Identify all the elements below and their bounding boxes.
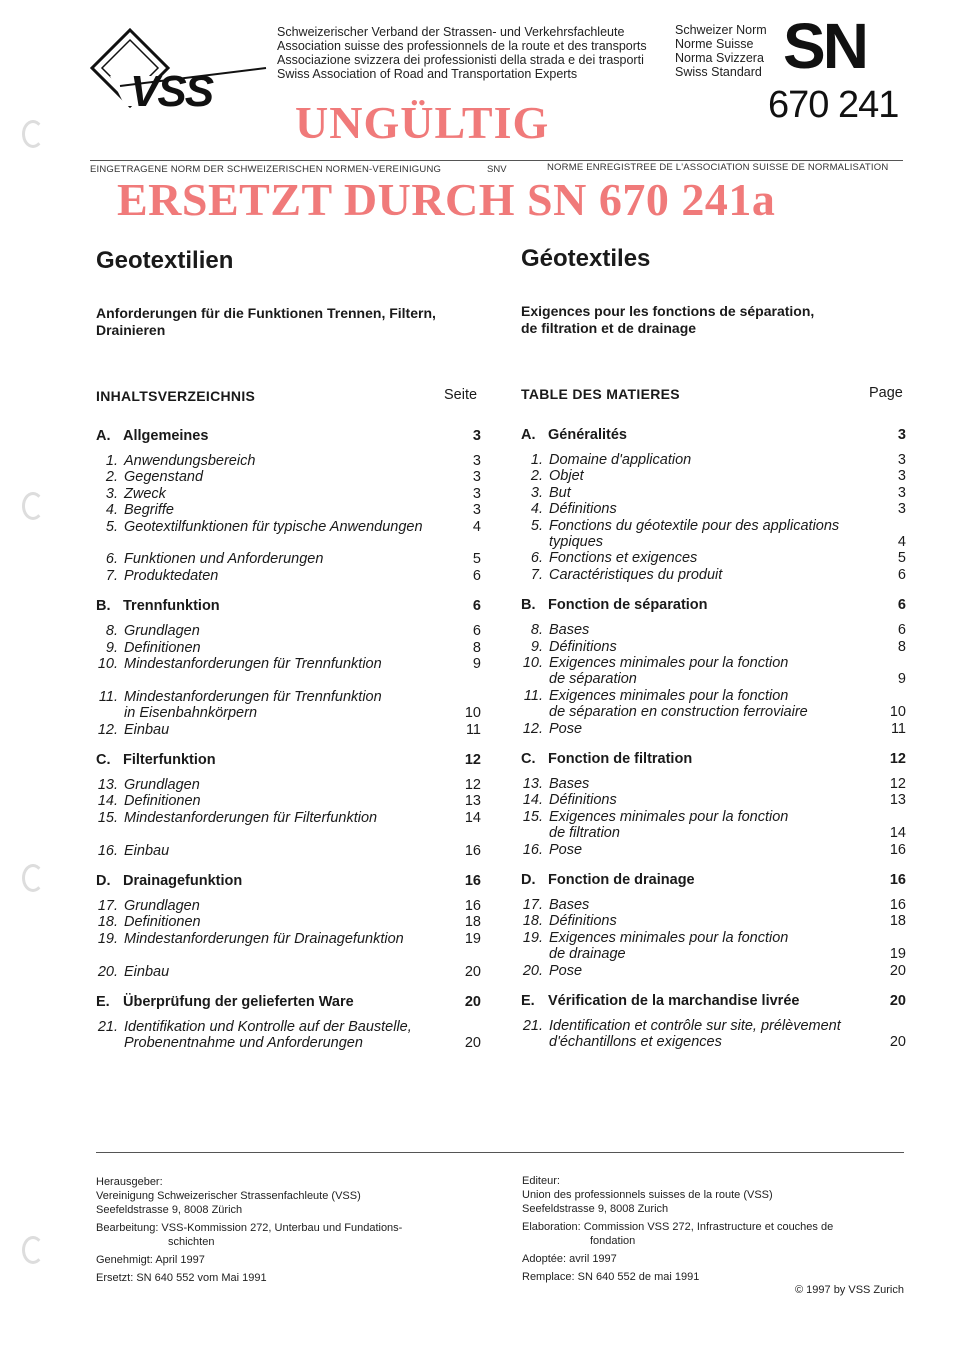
toc-entry[interactable] bbox=[96, 722, 481, 738]
toc-heading-fr: TABLE DES MATIERES bbox=[521, 386, 680, 402]
toc-entry-number: 8. bbox=[105, 623, 118, 640]
toc-entry-page-number: 8 bbox=[472, 639, 481, 656]
toc-entry[interactable] bbox=[521, 622, 906, 638]
toc-entry-number: 4. bbox=[530, 501, 543, 518]
toc-heading-de: INHALTSVERZEICHNIS bbox=[96, 388, 256, 404]
norm-number: 670 241 bbox=[768, 84, 899, 126]
toc-entry-text: Geotextilfunktionen für typische Anwendungen bbox=[124, 518, 423, 535]
toc-entry-number: 20. bbox=[522, 962, 543, 979]
section-title: Vérification de la marchandise livrée bbox=[548, 993, 800, 1009]
norm-name: Norma Svizzera bbox=[675, 51, 764, 65]
toc-entry[interactable] bbox=[521, 567, 906, 583]
toc-entry-page-number: 18 bbox=[889, 913, 906, 930]
toc-entry-text: Einbau bbox=[124, 963, 170, 980]
toc-entry-number: 14. bbox=[97, 793, 118, 810]
toc-entry-number: 12. bbox=[97, 721, 118, 738]
toc-entry-text: Funktionen und Anforderungen bbox=[124, 551, 324, 568]
toc-entry-page-number: 4 bbox=[472, 518, 481, 535]
toc-entry-page-number: 9 bbox=[897, 671, 906, 688]
editing-line: Elaboration: Commission VSS 272, Infrastructure et couches de bbox=[522, 1221, 834, 1233]
section-page-number: 20 bbox=[464, 994, 481, 1010]
toc-entry-text: Identifikation und Kontrolle auf der Baustelle, bbox=[124, 1019, 412, 1035]
editing-line: schichten bbox=[168, 1236, 215, 1248]
toc-entry[interactable] bbox=[521, 809, 906, 842]
subtitle-line: Exigences pour les fonctions de séparation, bbox=[521, 303, 815, 319]
toc-page-label-de: Seite bbox=[444, 387, 478, 403]
toc-entry-text: Fonctions du géotextile pour des applications bbox=[549, 517, 840, 534]
norm-name: Swiss Standard bbox=[675, 65, 762, 79]
toc-entry-page-number: 20 bbox=[464, 963, 481, 980]
toc-entry-number: 14. bbox=[522, 792, 543, 809]
toc-entry[interactable] bbox=[521, 468, 906, 484]
toc-entry-page-number: 12 bbox=[889, 776, 906, 792]
punch-hole-mark bbox=[22, 120, 44, 148]
association-line: Schweizerischer Verband der Strassen- und Verkehrsfachleute bbox=[277, 25, 625, 39]
toc-entry[interactable] bbox=[96, 502, 481, 518]
toc-entry-number: 3. bbox=[530, 484, 543, 501]
vss-logo-text: VSS bbox=[130, 67, 213, 112]
toc-entry[interactable] bbox=[521, 550, 906, 566]
toc-entry[interactable] bbox=[521, 518, 906, 551]
toc-entry-text: Définitions bbox=[549, 501, 617, 518]
toc-entry[interactable] bbox=[96, 486, 481, 502]
toc-entry[interactable] bbox=[521, 842, 906, 858]
toc-entry-number: 1. bbox=[530, 452, 543, 468]
toc-entry-text: Zweck bbox=[124, 485, 166, 502]
norm-name: Norme Suisse bbox=[675, 37, 754, 51]
toc-entry[interactable] bbox=[96, 810, 481, 826]
toc-entry[interactable] bbox=[96, 689, 481, 722]
toc-entry[interactable] bbox=[96, 793, 481, 809]
replaces-note: Remplace: SN 640 552 de mai 1991 bbox=[522, 1271, 700, 1283]
toc-entry[interactable] bbox=[521, 963, 906, 979]
toc-entry-text: Produktedaten bbox=[124, 567, 219, 584]
subtitle-de bbox=[96, 305, 436, 339]
toc-entry-number: 11. bbox=[523, 687, 543, 704]
punch-hole-mark bbox=[22, 492, 44, 520]
toc-entry[interactable] bbox=[96, 931, 481, 947]
toc-entry-page-number: 16 bbox=[464, 842, 481, 859]
toc-entry-text: Fonctions et exigences bbox=[549, 550, 698, 567]
title-de: Geotextilien bbox=[96, 247, 234, 274]
toc-entry-page-number: 19 bbox=[464, 930, 481, 947]
toc-entry-number: 9. bbox=[105, 639, 118, 656]
toc-entry-number: 6. bbox=[530, 550, 543, 567]
subtitle-line: Anforderungen für die Funktionen Trennen, Filtern, bbox=[96, 305, 436, 321]
toc-entry[interactable] bbox=[521, 452, 906, 468]
toc-entry[interactable] bbox=[521, 913, 906, 929]
editing-line: fondation bbox=[590, 1235, 636, 1247]
section-page-number: 20 bbox=[889, 993, 906, 1009]
toc-entry[interactable] bbox=[521, 688, 906, 721]
toc-entry[interactable] bbox=[96, 898, 481, 914]
toc-entry[interactable] bbox=[96, 453, 481, 469]
toc-entry-number: 10. bbox=[522, 655, 543, 671]
toc-entry-number: 1. bbox=[105, 453, 118, 469]
vss-logo bbox=[90, 28, 270, 112]
toc-entry-text: Exigences minimales pour la fonction bbox=[549, 655, 789, 671]
section-letter: C. bbox=[96, 752, 111, 768]
toc-entry-text: But bbox=[549, 484, 571, 501]
toc-entry-text: Anwendungsbereich bbox=[124, 453, 256, 469]
section-page-number: 16 bbox=[889, 872, 906, 888]
toc-entry-page-number: 20 bbox=[464, 1035, 481, 1052]
editing-line: Bearbeitung: VSS-Kommission 272, Unterbau und Fundations- bbox=[96, 1222, 403, 1234]
publisher-label: Editeur: bbox=[522, 1175, 560, 1187]
toc-entry[interactable] bbox=[521, 897, 906, 913]
toc-entry-text: Pose bbox=[549, 720, 583, 737]
toc-entry-number: 9. bbox=[530, 638, 543, 655]
toc-entry-text: Définitions bbox=[549, 792, 617, 809]
section-page-number: 3 bbox=[472, 428, 481, 444]
toc-entry-text: Einbau bbox=[124, 721, 170, 738]
toc-entry-page-number: 3 bbox=[472, 469, 481, 486]
toc-entry-page-number: 16 bbox=[889, 897, 906, 913]
section-page-number: 12 bbox=[889, 751, 906, 767]
toc-entry-number: 12. bbox=[522, 720, 543, 737]
toc-entry-number: 19. bbox=[522, 929, 543, 946]
toc-entry-text: Domaine d'application bbox=[549, 452, 692, 468]
toc-entry-text: Definitionen bbox=[124, 793, 201, 810]
toc-entry-text: Probenentnahme und Anforderungen bbox=[124, 1035, 363, 1052]
toc-entry-page-number: 12 bbox=[464, 777, 481, 793]
toc-entry-number: 16. bbox=[522, 841, 543, 858]
section-title: Généralités bbox=[548, 427, 627, 443]
toc-entry-text: Definitionen bbox=[124, 914, 201, 931]
association-line: Association suisse des professionnels de la route et des transports bbox=[277, 39, 647, 53]
toc-entry-number: 11. bbox=[98, 688, 118, 705]
footer-de bbox=[96, 1175, 456, 1285]
punch-hole-mark bbox=[22, 1236, 44, 1264]
toc-entry-page-number: 20 bbox=[889, 962, 906, 979]
toc-page-label-fr: Page bbox=[869, 385, 903, 401]
toc-entry-page-number: 16 bbox=[464, 898, 481, 914]
toc-entry-text: Mindestanforderungen für Filterfunktion bbox=[124, 809, 378, 826]
section-title: Fonction de séparation bbox=[548, 597, 708, 614]
section-letter: E. bbox=[96, 994, 110, 1010]
toc-entry[interactable] bbox=[521, 721, 906, 737]
toc-entry-page-number: 3 bbox=[472, 485, 481, 502]
toc-entry-text: Définitions bbox=[549, 638, 617, 655]
header-divider bbox=[90, 160, 903, 161]
toc-entry-text: Exigences minimales pour la fonction bbox=[549, 808, 789, 825]
toc-entry-text: in Eisenbahnkörpern bbox=[124, 705, 258, 722]
section-letter: B. bbox=[521, 597, 536, 614]
toc-entry[interactable] bbox=[96, 964, 481, 980]
toc-entry-page-number: 18 bbox=[464, 914, 481, 931]
subtitle-line: de filtration et de drainage bbox=[521, 320, 697, 336]
section-title: Filterfunktion bbox=[123, 752, 216, 768]
toc-entry-text: Bases bbox=[549, 622, 590, 639]
section-letter: C. bbox=[521, 751, 536, 767]
toc-entry-number: 13. bbox=[522, 776, 543, 792]
toc-entry[interactable] bbox=[96, 656, 481, 672]
section-title: Allgemeines bbox=[123, 428, 209, 444]
norm-name: Schweizer Norm bbox=[675, 23, 767, 37]
toc-entry[interactable] bbox=[96, 914, 481, 930]
toc-entry-page-number: 6 bbox=[897, 566, 906, 583]
toc-entry-number: 6. bbox=[105, 551, 118, 568]
toc-entry[interactable] bbox=[521, 655, 906, 688]
toc-entry[interactable] bbox=[96, 623, 481, 639]
toc-entry-text: de séparation bbox=[549, 671, 637, 688]
toc-entry-page-number: 5 bbox=[897, 550, 906, 567]
section-title: Fonction de drainage bbox=[548, 872, 695, 888]
toc-entry-text: Bases bbox=[549, 897, 590, 913]
toc-entry-number: 7. bbox=[530, 566, 543, 583]
toc-entry-text: Definitionen bbox=[124, 639, 201, 656]
toc-entry-page-number: 3 bbox=[472, 502, 481, 519]
punch-hole-mark bbox=[22, 864, 44, 892]
toc-entry[interactable] bbox=[521, 1018, 906, 1051]
toc-entry-number: 2. bbox=[105, 469, 118, 486]
toc-entry-page-number: 14 bbox=[889, 825, 906, 842]
toc-entry-number: 18. bbox=[522, 913, 543, 930]
toc-entry-number: 16. bbox=[97, 842, 118, 859]
footer-divider bbox=[96, 1152, 904, 1153]
toc-entry-page-number: 3 bbox=[897, 452, 906, 468]
toc-entry-number: 5. bbox=[530, 517, 543, 534]
toc-entry-page-number: 6 bbox=[472, 623, 481, 640]
toc-entry-number: 21. bbox=[97, 1019, 118, 1035]
publisher-name: Vereinigung Schweizerischer Strassenfachleute (VSS) bbox=[96, 1190, 361, 1202]
toc-entry-page-number: 20 bbox=[889, 1034, 906, 1051]
section-page-number: 12 bbox=[464, 752, 481, 768]
toc-entry[interactable] bbox=[521, 792, 906, 808]
toc-entry-text: Gegenstand bbox=[124, 469, 204, 486]
toc-entry-number: 15. bbox=[522, 808, 543, 825]
replaced-by-stamp: ERSETZT DURCH SN 670 241a bbox=[117, 174, 776, 225]
toc-entry-text: de séparation en construction ferroviaire bbox=[549, 704, 808, 721]
toc-entry-page-number: 3 bbox=[897, 501, 906, 518]
section-title: Drainagefunktion bbox=[123, 873, 243, 889]
toc-entry[interactable] bbox=[521, 501, 906, 517]
toc-entry-text: Pose bbox=[549, 962, 583, 979]
toc-entry-number: 20. bbox=[97, 963, 118, 980]
toc-entry[interactable] bbox=[96, 777, 481, 793]
toc-entry-page-number: 3 bbox=[472, 453, 481, 469]
toc-entry-text: Identification et contrôle sur site, prélèvement bbox=[549, 1018, 841, 1034]
toc-entry[interactable] bbox=[96, 1019, 481, 1052]
section-title: Überprüfung der gelieferten Ware bbox=[123, 994, 354, 1010]
toc-entry-text: Caractéristiques du produit bbox=[549, 566, 723, 583]
registered-norm-de: EINGETRAGENE NORM DER SCHWEIZERISCHEN NORMEN-VEREINIGUNG bbox=[90, 164, 442, 175]
toc-entry-text: Objet bbox=[549, 468, 584, 485]
toc-entry-page-number: 10 bbox=[464, 705, 481, 722]
toc-entry[interactable] bbox=[96, 640, 481, 656]
toc-entry-text: d'échantillons et exigences bbox=[549, 1034, 722, 1051]
section-page-number: 3 bbox=[897, 427, 906, 443]
toc-entry-text: Begriffe bbox=[124, 502, 174, 519]
toc-entry-text: Einbau bbox=[124, 842, 170, 859]
toc-entry-page-number: 3 bbox=[897, 468, 906, 485]
subtitle-fr bbox=[521, 303, 814, 337]
toc-entry-page-number: 19 bbox=[889, 946, 906, 963]
section-letter: B. bbox=[96, 598, 111, 615]
toc-entry[interactable] bbox=[96, 469, 481, 485]
toc-entry[interactable] bbox=[521, 776, 906, 792]
toc-entry-number: 3. bbox=[105, 485, 118, 502]
toc-entry-text: Exigences minimales pour la fonction bbox=[549, 929, 789, 946]
association-line: Swiss Association of Road and Transportation Experts bbox=[277, 67, 578, 81]
section-letter: E. bbox=[521, 993, 535, 1009]
toc-entry-text: de drainage bbox=[549, 946, 626, 963]
toc-entry-number: 2. bbox=[530, 468, 543, 485]
toc-entry-number: 17. bbox=[97, 898, 118, 914]
toc-entry-page-number: 14 bbox=[464, 809, 481, 826]
toc-entry-text: Grundlagen bbox=[124, 623, 200, 640]
section-letter: D. bbox=[96, 873, 111, 889]
toc-entry-number: 19. bbox=[97, 930, 118, 947]
toc-entry-page-number: 10 bbox=[889, 704, 906, 721]
toc-entry-text: Définitions bbox=[549, 913, 617, 930]
toc-entry-page-number: 5 bbox=[472, 551, 481, 568]
toc-entry-page-number: 4 bbox=[897, 533, 906, 550]
toc-entry-number: 17. bbox=[522, 897, 543, 913]
toc-entry-text: Bases bbox=[549, 776, 590, 792]
toc-entry-number: 7. bbox=[105, 567, 118, 584]
registered-norm-fr: NORME ENREGISTREE DE L'ASSOCIATION SUISSE DE NORMALISATION bbox=[547, 162, 889, 173]
toc-entry[interactable] bbox=[521, 639, 906, 655]
toc-entry-text: Grundlagen bbox=[124, 898, 200, 914]
toc-entry-number: 15. bbox=[97, 809, 118, 826]
toc-entry-text: Exigences minimales pour la fonction bbox=[549, 687, 789, 704]
section-letter: A. bbox=[521, 427, 536, 443]
toc-entry-number: 10. bbox=[97, 656, 118, 672]
toc-entry[interactable] bbox=[96, 568, 481, 584]
invalid-stamp: UNGÜLTIG bbox=[295, 97, 550, 148]
toc-entry-number: 13. bbox=[97, 777, 118, 793]
toc-entry-number: 4. bbox=[105, 502, 118, 519]
toc-entry-number: 21. bbox=[522, 1018, 543, 1034]
toc-entry[interactable] bbox=[96, 551, 481, 567]
replaces-note: Ersetzt: SN 640 552 vom Mai 1991 bbox=[96, 1272, 267, 1284]
toc-entry-text: Grundlagen bbox=[124, 777, 200, 793]
subtitle-line: Drainieren bbox=[96, 322, 166, 338]
toc-entry-page-number: 13 bbox=[464, 793, 481, 810]
toc-entry-page-number: 9 bbox=[472, 656, 481, 672]
registered-norm-snv: SNV bbox=[487, 164, 507, 175]
section-letter: D. bbox=[521, 872, 536, 888]
toc-entry-text: de filtration bbox=[549, 825, 620, 842]
norm-names bbox=[675, 23, 767, 79]
approved-date: Adoptée: avril 1997 bbox=[522, 1253, 617, 1265]
toc-entry-text: typiques bbox=[549, 533, 604, 550]
section-page-number: 6 bbox=[897, 597, 906, 614]
publisher-name: Union des professionnels suisses de la route (VSS) bbox=[522, 1189, 773, 1201]
sn-mark: SN bbox=[783, 10, 866, 82]
toc-entry[interactable] bbox=[96, 843, 481, 859]
toc-entry[interactable] bbox=[96, 519, 481, 535]
toc-entry[interactable] bbox=[521, 930, 906, 963]
toc-entry-text: Pose bbox=[549, 841, 583, 858]
toc-entry-page-number: 3 bbox=[897, 484, 906, 501]
toc-entry-number: 5. bbox=[105, 518, 118, 535]
publisher-label: Herausgeber: bbox=[96, 1176, 163, 1188]
section-title: Trennfunktion bbox=[123, 598, 220, 615]
approved-date: Genehmigt: April 1997 bbox=[96, 1254, 205, 1266]
toc-entry-page-number: 13 bbox=[889, 792, 906, 809]
toc-entry-page-number: 11 bbox=[890, 720, 906, 737]
section-title: Fonction de filtration bbox=[548, 751, 693, 767]
toc-entry-page-number: 16 bbox=[889, 841, 906, 858]
copyright: © 1997 by VSS Zurich bbox=[795, 1284, 904, 1296]
toc-entry-text: Mindestanforderungen für Drainagefunktion bbox=[124, 930, 404, 947]
toc-entry-page-number: 6 bbox=[472, 567, 481, 584]
toc-entry-text: Mindestanforderungen für Trennfunktion bbox=[124, 656, 382, 672]
association-names bbox=[277, 25, 647, 81]
toc-entry-text: Mindestanforderungen für Trennfunktion bbox=[124, 688, 382, 705]
section-page-number: 6 bbox=[472, 598, 481, 615]
toc-entry-page-number: 11 bbox=[465, 721, 481, 738]
toc-entry-number: 18. bbox=[97, 914, 118, 931]
association-line: Associazione svizzera dei professionisti della strada e dei trasporti bbox=[277, 53, 644, 67]
publisher-address: Seefeldstrasse 9, 8008 Zurich bbox=[522, 1203, 669, 1215]
section-letter: A. bbox=[96, 428, 111, 444]
section-page-number: 16 bbox=[464, 873, 481, 889]
publisher-address: Seefeldstrasse 9, 8008 Zürich bbox=[96, 1204, 243, 1216]
title-fr: Géotextiles bbox=[521, 245, 651, 272]
toc-entry[interactable] bbox=[521, 485, 906, 501]
footer-fr bbox=[522, 1174, 892, 1284]
toc-entry-page-number: 8 bbox=[897, 638, 906, 655]
toc-entry-number: 8. bbox=[530, 622, 543, 639]
toc-entry-page-number: 6 bbox=[897, 622, 906, 639]
